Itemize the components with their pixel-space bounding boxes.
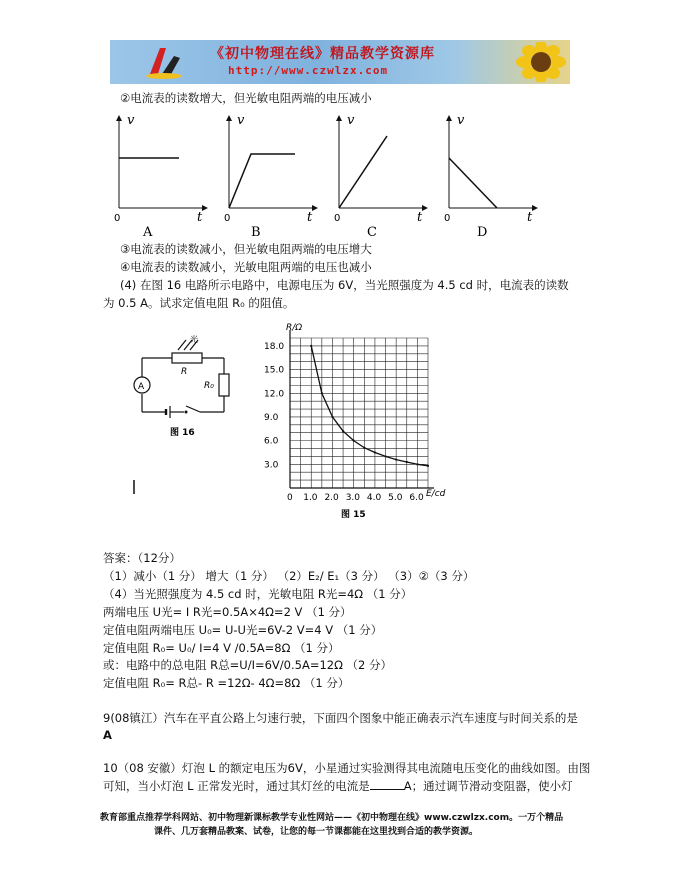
data-point [374,451,376,453]
answer-head: 答案：（12分） [103,551,181,565]
circuit-r-label: R [181,367,188,377]
y-tick-label: 9.0 [264,412,279,423]
sunflower-icon [515,42,567,82]
option-3: ③电流表的读数减小，但光敏电阻两端的电压增大 [120,242,372,256]
data-point [331,416,333,418]
question-4-line1: (4) 在图 16 电路所示电路中，电源电压为 6V，当光照强度为 4.5 cd 时，电流表的读数 [120,278,569,292]
answer-line-6: 或：电路中的总电阻 R总=U/I=6V/0.5A=12Ω （2 分） [103,658,392,672]
data-point [310,345,312,347]
y-tick-label: 15.0 [264,365,285,376]
question-9-line1: 9(08镇江）汽车在平直公路上匀速行驶，下面四个图象中能正确表示汽车速度与时间关系的是 [103,711,578,725]
option-4: ④电流表的读数减小，光敏电阻两端的电压也减小 [120,260,372,274]
option-2: ②电流表的读数增大，但光敏电阻两端的电压减小 [120,91,372,105]
y-tick-label: 6.0 [264,436,279,447]
vt-graph-c [334,113,427,240]
data-point [353,440,355,442]
vt-b-origin: 0 [224,213,231,224]
chart-xlabel: E/cd [426,489,446,499]
vt-c-origin: 0 [334,213,341,224]
data-point [342,430,344,432]
circuit-diagram [128,330,248,495]
footer-line1: 教育部重点推荐学科网站、初中物理新课标教学专业性网站——《初中物理在线》www.czwlzx.com。一万个精品 [100,813,564,823]
answer-line-3: 两端电压 U光= I R光=0.5A×4Ω=2 V （1 分） [103,605,352,619]
x-tick-label: 5.0 [388,493,403,503]
data-point [363,447,365,449]
data-point [395,458,397,460]
vt-a-ylabel: v [127,113,135,128]
banner-url[interactable]: http://www.czwlzx.com [228,64,389,77]
vt-a-label: A [143,225,153,240]
x-tick-label: 3.0 [345,493,361,503]
question-4-line2: 为 0.5 A。试求定值电阻 R₀ 的阻值。 [103,296,295,310]
vt-c-ylabel: v [347,113,355,128]
question-9-answer: A [103,728,112,742]
circuit-ammeter-label: A [138,382,145,392]
vt-b-label: B [251,225,261,240]
question-10-line1: 10（08 安徽）灯泡 L 的额定电压为6V，小星通过实验测得其电流随电压变化的曲线如图。由图 [103,761,591,775]
chart-ylabel: R/Ω [286,323,303,333]
r-e-chart [258,322,458,522]
data-point [321,392,323,394]
answer-line-2: （4）当光照强度为 4.5 cd 时，光敏电阻 R光=4Ω （1 分） [103,587,413,601]
answer-line-7: 定值电阻 R₀= R总- R =12Ω- 4Ω=8Ω （1 分） [103,676,350,690]
footer-line2: 课件、几万套精品教案、试卷，让您的每一节课都能在这里找到合适的教学资源。 [154,827,479,837]
data-point [416,463,418,465]
answer-blank[interactable] [370,778,404,790]
vt-b-xlabel: t [307,210,313,225]
vt-graph-b [224,113,317,240]
logo-icon [144,44,184,80]
question-10-line2-b: A；通过调节滑动变阻器，使小灯 [403,779,573,793]
vt-d-label: D [477,225,488,240]
vt-graph-a [114,113,207,240]
x-tick-label: 2.0 [324,493,339,503]
question-10-line2 [103,778,573,794]
banner-title: 《初中物理在线》精品教学资源库 [210,46,435,62]
chart-caption: 图 15 [341,510,366,520]
vt-graph-d [444,113,537,240]
vt-b-ylabel: v [237,113,245,128]
x-tick-label: 4.0 [366,493,382,503]
vt-d-origin: 0 [444,213,451,224]
circuit-light-label: 光 [190,335,198,344]
series-curve [311,346,428,466]
vt-d-ylabel: v [457,113,465,128]
vt-c-label: C [367,225,377,240]
chart-grid [290,338,428,488]
circuit-r0-label: R₀ [204,381,214,391]
data-point [384,455,386,457]
x-tick-label: 0 [287,493,293,503]
vt-d-xlabel: t [527,210,533,225]
y-tick-label: 18.0 [264,341,285,352]
data-point [427,465,429,467]
vt-a-xlabel: t [197,210,203,225]
chart-ticks [264,342,424,503]
answer-line-1: （1）减小（1 分） 增大（1 分） （2）E₂/ E₁（3 分） （3）②（3 分） [103,569,475,583]
header-banner [110,40,570,84]
vt-graphs [105,108,545,240]
y-tick-label: 3.0 [264,460,279,471]
data-point [406,461,408,463]
answer-line-5: 定值电阻 R₀= U₀/ I=4 V /0.5A=8Ω （1 分） [103,641,340,655]
x-tick-label: 6.0 [409,493,424,503]
y-tick-label: 12.0 [264,389,285,400]
switch-contact-icon [185,411,188,414]
answer-line-4: 定值电阻两端电压 U₀= U-U光=6V-2 V=4 V （1 分） [103,623,383,637]
vt-a-origin: 0 [114,213,121,224]
x-tick-label: 1.0 [303,493,318,503]
question-10-line2-a: 可知，当小灯泡 L 正常发光时，通过其灯丝的电流是 [103,779,370,793]
circuit-caption: 图 16 [170,428,195,438]
vt-c-xlabel: t [417,210,423,225]
